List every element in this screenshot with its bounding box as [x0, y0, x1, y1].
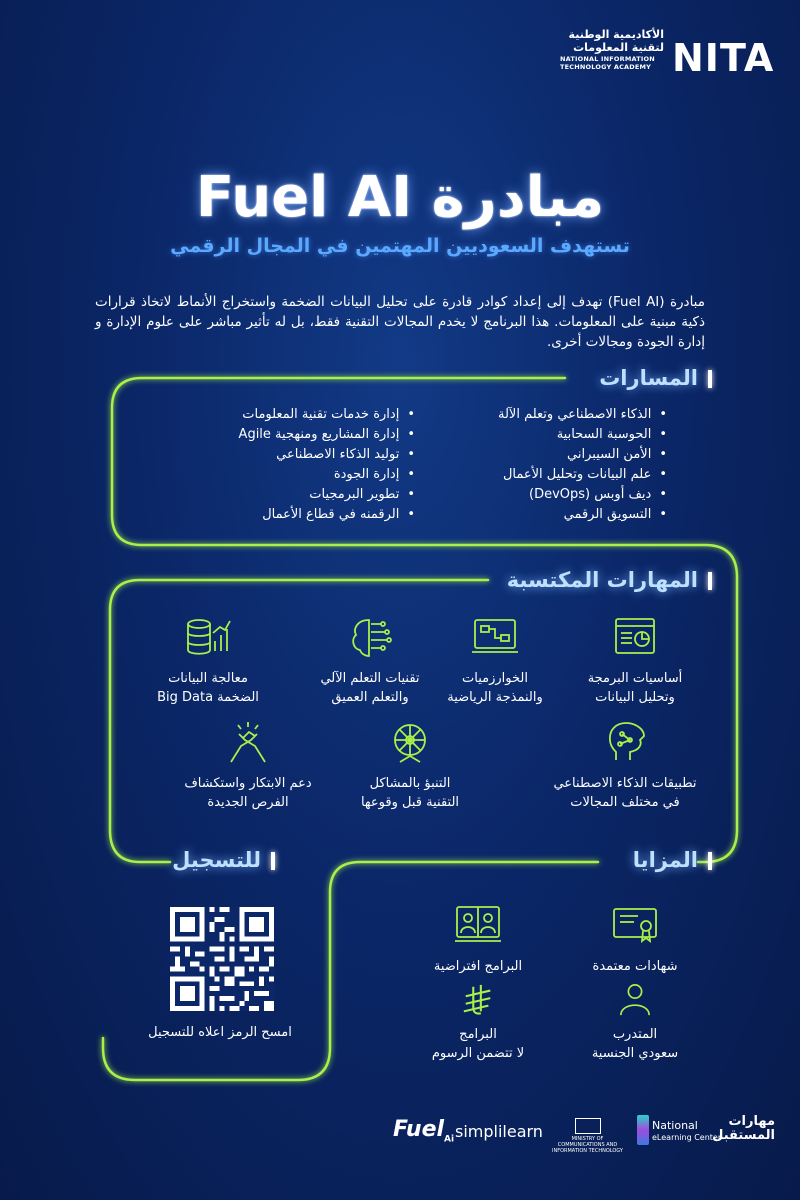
fuel-logo: Fuel$_{Ai}$ — [393, 1117, 455, 1145]
list-item: • إدارة المشاريع ومنهجية Agile — [185, 425, 415, 445]
simplilearn-logo: simplilearn — [455, 1122, 543, 1141]
tracks-list-right — [417, 405, 667, 525]
page-title: مبادرة Fuel AI — [195, 165, 605, 230]
list-item: • إدارة خدمات تقنية المعلومات — [185, 405, 415, 425]
page-subtitle: تستهدف السعوديين المهتمين في المجال الرقمي — [170, 235, 630, 257]
academy-name-ar: الأكاديمية الوطنية لتقنية المعلومات — [568, 28, 664, 54]
nita-logo: NITA — [672, 36, 775, 80]
skill-item: التنبؤ بالمشاكل التقنية قبل وقوعها — [340, 720, 480, 812]
wheel-icon — [385, 720, 435, 766]
benefit-item: البرامج لا تتضمن الرسوم — [408, 983, 548, 1063]
list-item: • الحوسبة السحابية — [417, 425, 667, 445]
qr-code[interactable] — [170, 907, 274, 1011]
nelc-mark-icon — [637, 1115, 649, 1145]
register-heading: للتسجيل — [172, 848, 275, 872]
list-item: • إدارة الجودة — [185, 465, 415, 485]
skill-item: تطبيقات الذكاء الاصطناعي في مختلف المجالات — [535, 720, 715, 812]
skill-item: الخوارزميات والنمذجة الرياضية — [425, 615, 565, 707]
no-fees-icon — [453, 983, 503, 1017]
handshake-icon — [223, 720, 273, 766]
brain-circuit-icon — [345, 615, 395, 661]
skills-heading: المهارات المكتسبة — [507, 568, 712, 592]
ministry-logo: MINISTRY OF COMMUNICATIONS AND INFORMATION TECHNOLOGY — [550, 1118, 625, 1154]
nelc-logo: National eLearning Center — [652, 1119, 722, 1142]
list-item: • التسويق الرقمي — [417, 505, 667, 525]
dashboard-icon — [610, 615, 660, 661]
register-caption: امسح الرمز اعلاه للتسجيل — [148, 1025, 292, 1040]
list-item: • تطوير البرمجيات — [185, 485, 415, 505]
certificate-icon — [610, 903, 660, 949]
list-item: • ديف أوبس (DevOps) — [417, 485, 667, 505]
skill-item: تقنيات التعلم الآلي والتعلم العميق — [300, 615, 440, 707]
tracks-list-left — [185, 405, 415, 525]
list-item: • الرقمنه في قطاع الأعمال — [185, 505, 415, 525]
future-skills-logo: مهارات المستقبل — [712, 1114, 775, 1143]
skill-item: دعم الابتكار واستكشاف الفرص الجديدة — [178, 720, 318, 812]
benefit-item: البرامج افتراضية — [408, 903, 548, 976]
intro-paragraph: مبادرة (Fuel AI) تهدف إلى إعداد كوادر قادرة على تحليل البيانات الضخمة واستخراج الأنماط لاتخاذ قرارات ذكية مبنية على المعلومات. هذا البرنامج لا يخدم المجالات التقنية فقط، بل له تأثير مباشر على علوم الإدارة و إدارة الجودة ومجالات أخرى. — [95, 294, 705, 350]
benefits-heading: المزايا — [633, 848, 712, 872]
list-item: • علم البيانات وتحليل الأعمال — [417, 465, 667, 485]
ai-head-icon — [600, 720, 650, 766]
list-item: • توليد الذكاء الاصطناعي — [185, 445, 415, 465]
database-chart-icon — [183, 615, 233, 661]
tracks-heading: المسارات — [599, 366, 712, 390]
algorithm-icon — [470, 615, 520, 661]
list-item: • الأمن السيبراني — [417, 445, 667, 465]
virtual-class-icon — [453, 903, 503, 949]
list-item: • الذكاء الاصطناعي وتعلم الآلة — [417, 405, 667, 425]
person-icon — [610, 983, 660, 1017]
benefit-item: شهادات معتمدة — [565, 903, 705, 976]
benefit-item: المتدرب سعودي الجنسية — [565, 983, 705, 1063]
skill-item: أساسيات البرمجة وتحليل البيانات — [565, 615, 705, 707]
academy-name-en: NATIONAL INFORMATION TECHNOLOGY ACADEMY — [560, 55, 655, 71]
skill-item: معالجة البيانات الضخمة Big Data — [138, 615, 278, 707]
